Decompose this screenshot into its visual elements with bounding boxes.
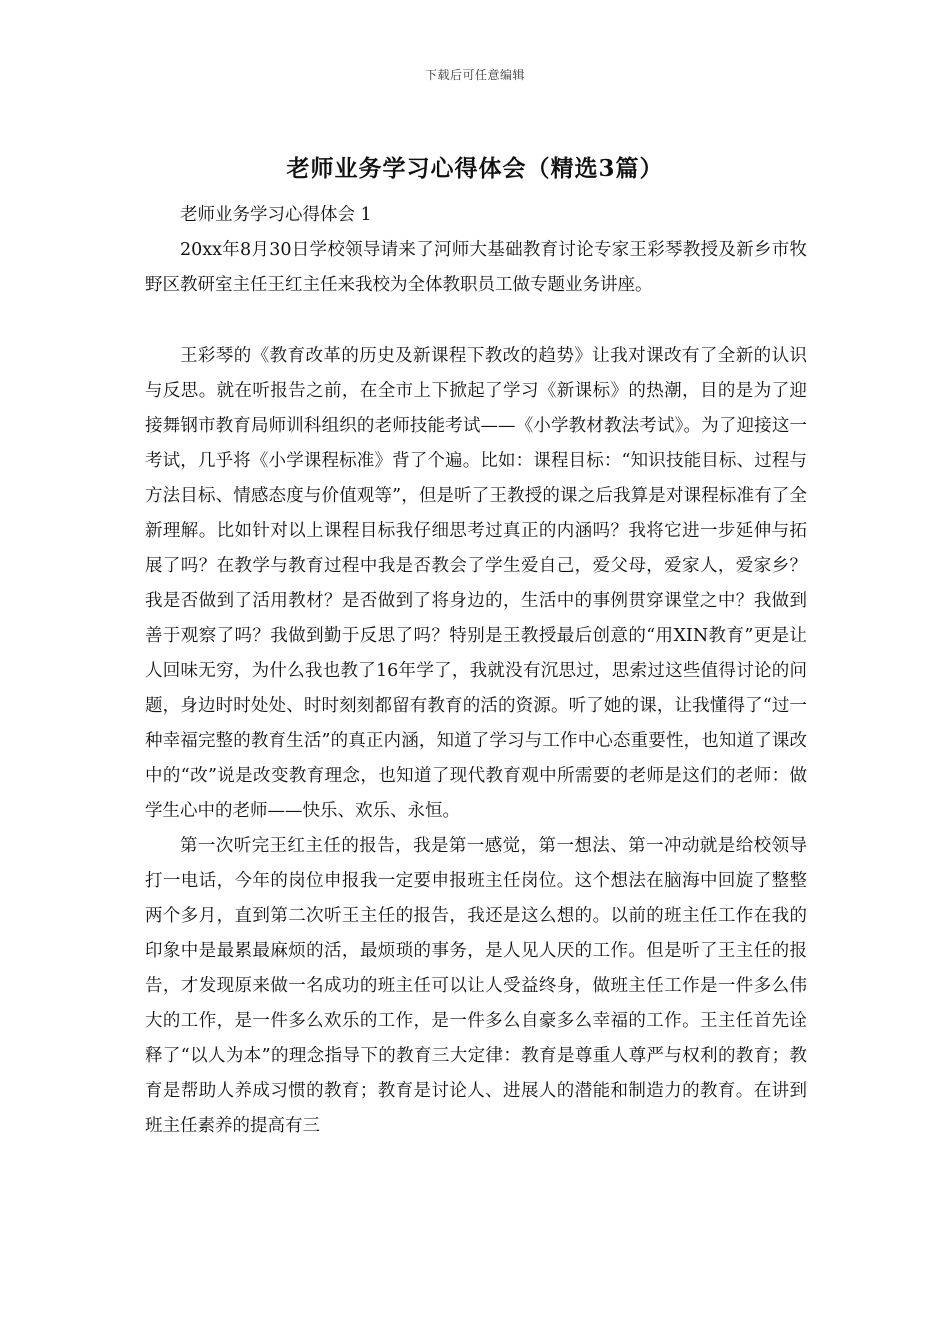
document-body — [145, 198, 807, 1144]
paragraph-1: 20xx年8月30日学校领导请来了河师大基础教育讨论专家王彩琴教授及新乡市牧野区教研室主任王红主任来我校为全体教职员工做专题业务讲座。 — [145, 240, 807, 295]
paragraph-3: 第一次听完王红主任的报告，我是第一感觉，第一想法、第一冲动就是给校领导打一电话，今年的岗位申报我一定要申报班主任岗位。这个想法在脑海中回旋了整整两个多月，直到第二次听王主任的报告，我还是这么想的。以前的班主任工作在我的印象中是最累最麻烦的活，最烦琐的事务，是人见人厌的工作。但是听了王主任的报告，才发现原来做一名成功的班主任可以让人受益终身，做班主任工作是一件多么伟大的工作，是一件多么欢乐的工作，是一件多么自豪多么幸福的工作。王主任首先诠释了“以人为本”的理念指导下的教育三大定律：教育是尊重人尊严与权利的教育；教育是帮助人养成习惯的教育；教育是讨论人、进展人的潜能和制造力的教育。在讲到班主任素养的提高有三 — [145, 836, 807, 1136]
page-header-note: 下载后可任意编辑 — [424, 68, 525, 82]
section-subtitle: 老师业务学习心得体会 1 — [180, 205, 372, 225]
paragraph-spacer — [145, 303, 807, 339]
paragraph-2: 王彩琴的《教育改革的历史及新课程下教改的趋势》让我对课改有了全新的认识与反思。就在听报告之前，在全市上下掀起了学习《新课标》的热潮，目的是为了迎接舞钢市教育局师训科组织的老师技能考试——《小学教材教法考试》。为了迎接这一考试，几乎将《小学课程标准》背了个遍。比如：课程目标：“知识技能目标、过程与方法目标、情感态度与价值观等”，但是听了王教授的课之后我算是对课程标准有了全新理解。比如针对以上课程目标我仔细思考过真正的内涵吗？我将它进一步延伸与拓展了吗？在教学与教育过程中我是否教会了学生爱自己，爱父母，爱家人，爱家乡？我是否做到了活用教材？是否做到了将身边的，生活中的事例贯穿课堂之中？我做到善于观察了吗？我做到勤于反思了吗？特别是王教授最后创意的“用XIN教育”更是让人回味无穷，为什么我也教了16年学了，我就没有沉思过，思索过这些值得讨论的问题，身边时时处处、时时刻刻都留有教育的活的资源。听了她的课，让我懂得了“过一种幸福完整的教育生活”的真正内涵，知道了学习与工作中心态重要性，也知道了课改中的“改”说是改变教育理念，也知道了现代教育观中所需要的老师是这们的老师：做学生心中的老师——快乐、欢乐、永恒。 — [145, 346, 807, 821]
document-title: 老师业务学习心得体会（精选3篇） — [286, 155, 664, 182]
